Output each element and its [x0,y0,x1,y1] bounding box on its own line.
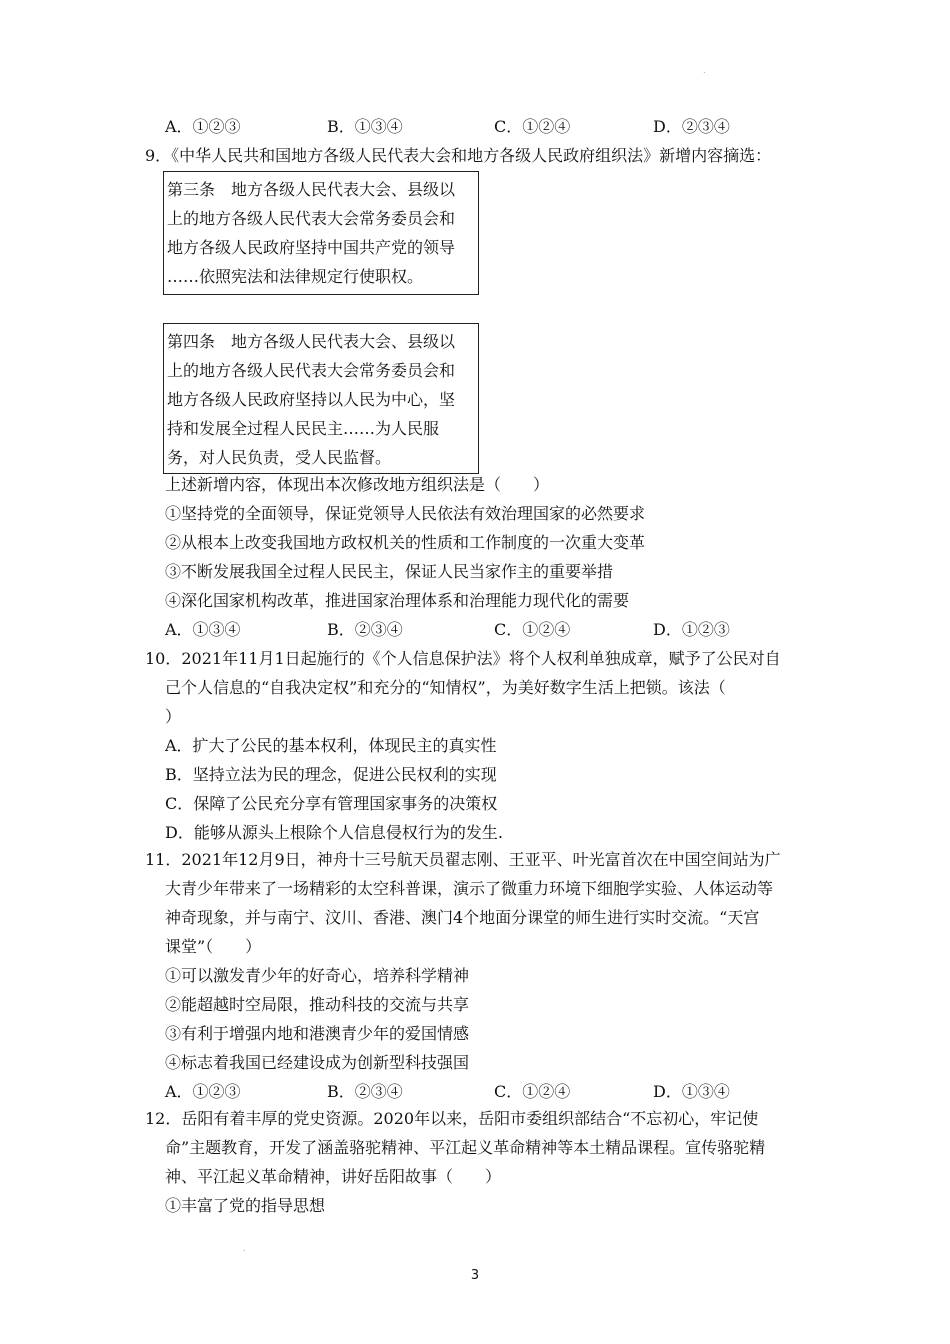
q10-option-a: A．扩大了公民的基本权利，体现民主的真实性 [165,736,497,755]
option-a: A．①③④ [165,620,241,639]
option-d: D．①③④ [653,1082,730,1101]
q10-stem-line: 己个人信息的“自我决定权”和充分的“知情权”，为美好数字生活上把锁。该法（ [165,678,726,697]
option-d: D．①②③ [653,620,730,639]
q10-option-c: C．保障了公民充分享有管理国家事务的决策权 [165,794,498,813]
box-line: 第三条 地方各级人民代表大会、县级以 [167,180,456,199]
q10-option-b: B．坚持立法为民的理念，促进公民权利的实现 [165,765,497,784]
option-b: B．②③④ [327,620,403,639]
box-line: 上的地方各级人民代表大会常务委员会和 [167,209,456,228]
box-line: 持和发展全过程人民民主……为人民服 [167,419,440,438]
box-line: 第四条 地方各级人民代表大会、县级以 [167,332,456,351]
q9-item-4: ④深化国家机构改革，推进国家治理体系和治理能力现代化的需要 [165,591,630,610]
option-b: B．①③④ [327,117,403,136]
top-mark: . [703,66,706,75]
q11-item-4: ④标志着我国已经建设成为创新型科技强国 [165,1053,470,1072]
q12-item-1: ①丰富了党的指导思想 [165,1196,326,1215]
q9-item-3: ③不断发展我国全过程人民民主，保证人民当家作主的重要举措 [165,562,614,581]
q9-box-article-4 [163,323,479,474]
q12-stem-line: 神、平江起义革命精神，讲好岳阳故事（ ） [165,1167,502,1186]
q11-stem-line: 神奇现象，并与南宁、汶川、香港、澳门4个地面分课堂的师生进行实时交流。“天宫 [165,908,760,927]
q11-item-1: ①可以激发青少年的好奇心，培养科学精神 [165,966,470,985]
box-line: 务，对人民负责，受人民监督。 [167,448,392,467]
bottom-mark: . [243,1244,246,1253]
page-number: 3 [470,1268,480,1283]
q9-box-article-3 [163,171,479,295]
q11-stem-line: 大青少年带来了一场精彩的太空科普课，演示了微重力环境下细胞学实验、人体运动等 [165,879,774,898]
option-a: A．①②③ [165,1082,241,1101]
box-line: ……依照宪法和法律规定行使职权。 [167,267,424,286]
option-b: B．②③④ [327,1082,403,1101]
q9-item-2: ②从根本上改变我国地方政权机关的性质和工作制度的一次重大变革 [165,533,646,552]
option-c: C．①②④ [494,117,571,136]
q11-stem-line: 课堂”（ ） [165,937,262,956]
option-c: C．①②④ [494,1082,571,1101]
q11-item-2: ②能超越时空局限，推动科技的交流与共享 [165,995,470,1014]
box-line: 地方各级人民政府坚持中国共产党的领导 [167,238,456,257]
box-line: 上的地方各级人民代表大会常务委员会和 [167,361,456,380]
option-a: A．①②③ [165,117,241,136]
q10-stem-line: 10．2021年11月1日起施行的《个人信息保护法》将个人权利单独成章，赋予了公民对自 [145,649,781,668]
q12-stem-line: 12．岳阳有着丰厚的党史资源。2020年以来，岳阳市委组织部结合“不忘初心，牢记使 [145,1109,759,1128]
box-line: 地方各级人民政府坚持以人民为中心，坚 [167,390,456,409]
q9-item-1: ①坚持党的全面领导，保证党领导人民依法有效治理国家的必然要求 [165,504,646,523]
q10-option-d: D．能够从源头上根除个人信息侵权行为的发生. [165,823,503,842]
option-d: D．②③④ [653,117,730,136]
q11-item-3: ③有利于增强内地和港澳青少年的爱国情感 [165,1024,470,1043]
q12-stem-line: 命”主题教育，开发了涵盖骆驼精神、平江起义革命精神等本土精品课程。宣传骆驼精 [165,1138,766,1157]
option-c: C．①②④ [494,620,571,639]
q9-question: 上述新增内容，体现出本次修改地方组织法是（ ） [165,475,550,494]
q10-stem-line: ） [165,707,182,726]
q11-stem-line: 11．2021年12月9日，神舟十三号航天员翟志刚、王亚平、叶光富首次在中国空间站为广 [145,850,781,869]
q9-stem: 9．《中华人民共和国地方各级人民代表大会和地方各级人民政府组织法》新增内容摘选： [145,146,772,165]
